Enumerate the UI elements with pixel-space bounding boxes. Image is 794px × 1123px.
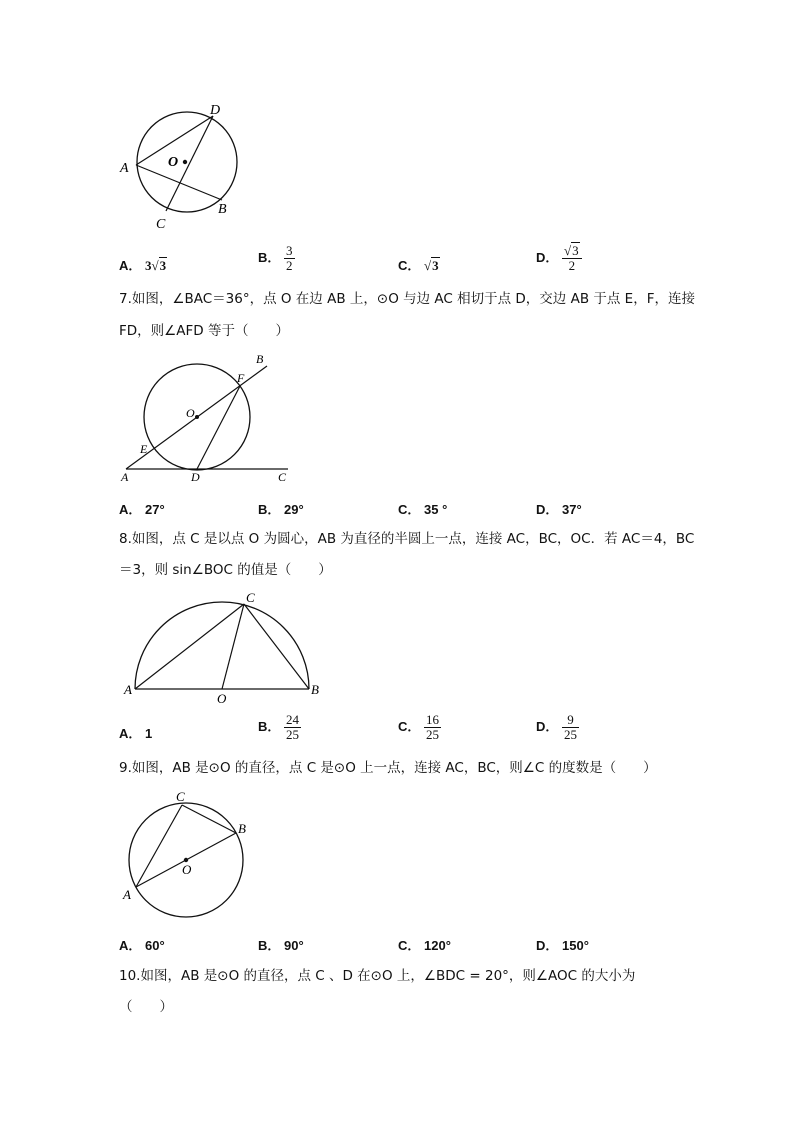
semicircle: [135, 602, 309, 689]
center-dot: [195, 415, 199, 419]
q7-text-line1: 7.如图，∠BAC＝36°，点 O 在边 AB 上，⊙O 与边 AC 相切于点 D，交边 AB 于点 E，F，连接: [119, 291, 695, 307]
label-c: C: [246, 590, 255, 605]
q9-option-d[interactable]: D． 150°: [536, 938, 589, 953]
label-e: E: [140, 442, 148, 456]
label-a: A: [120, 161, 129, 176]
option-c-value: √3: [424, 258, 439, 273]
option-c-fraction: $\frac{16}{25}$: [426, 712, 440, 742]
q7-option-a[interactable]: A． 27°: [119, 502, 165, 517]
label-o: O: [186, 406, 195, 420]
label-b: B: [256, 352, 264, 366]
q8-text-line1: 8.如图，点 C 是以点 O 为圆心，AB 为直径的半圆上一点，连接 AC，BC，OC．若 AC＝4，BC: [119, 531, 695, 547]
label-b: B: [238, 821, 246, 836]
label-f: F: [237, 371, 245, 385]
q10-text-line2: （ ）: [119, 999, 173, 1015]
label-a: A: [123, 887, 131, 902]
option-d-fraction: $\frac{√3}{2}$: [562, 244, 582, 273]
q8-option-d[interactable]: D． $\frac{9}{25}$: [536, 712, 578, 742]
q8-option-c[interactable]: C． $\frac{16}{25}$: [398, 712, 440, 742]
segment-ac: [135, 604, 244, 689]
q7-option-d[interactable]: D． 37°: [536, 502, 582, 517]
option-b-fraction: $\frac{3}{2}$: [286, 243, 293, 273]
segment-bc: [244, 604, 309, 689]
label-d: D: [191, 470, 200, 484]
label-b: B: [311, 682, 319, 697]
q9-option-a[interactable]: A． 60°: [119, 938, 165, 953]
segment-oc: [222, 604, 244, 689]
q8-text-line2: ＝3，则 sin∠BOC 的值是（ ）: [119, 562, 332, 578]
q9-option-b[interactable]: B． 90°: [258, 938, 304, 953]
q7-option-b[interactable]: B． 29°: [258, 502, 304, 517]
label-d: D: [210, 103, 221, 118]
q10-text-line1: 10.如图，AB 是⊙O 的直径，点 C 、D 在⊙O 上，∠BDC = 20°，则∠AOC 的大小为: [119, 968, 636, 984]
label-a: A: [121, 470, 129, 484]
option-b-fraction: $\frac{24}{25}$: [286, 712, 300, 742]
q9-option-c[interactable]: C． 120°: [398, 938, 451, 953]
q7-text-line2: FD，则∠AFD 等于（ ）: [119, 323, 289, 339]
figure-q7: [115, 350, 295, 485]
q6-option-d[interactable]: D． $\frac{√3}{2}$: [536, 244, 582, 273]
q6-option-c[interactable]: C． √3: [398, 258, 439, 273]
option-a-value: 3√3: [145, 258, 167, 273]
q7-option-c[interactable]: C． 35 °: [398, 502, 448, 517]
label-c: C: [156, 217, 166, 232]
label-o: O: [168, 155, 179, 170]
center-dot: [183, 160, 187, 164]
label-a: A: [124, 682, 132, 697]
figure-q9: [118, 786, 258, 921]
q6-option-a[interactable]: A． 3√3: [119, 258, 167, 273]
q8-option-a[interactable]: A． 1: [119, 726, 153, 741]
figure-q8: [118, 588, 328, 708]
figure-q6: [112, 100, 252, 235]
q6-option-b[interactable]: B． $\frac{3}{2}$: [258, 243, 293, 273]
segment-fd: [197, 386, 240, 469]
label-c: C: [278, 470, 287, 484]
segment-bc: [182, 805, 236, 833]
q9-text-line1: 9.如图，AB 是⊙O 的直径，点 C 是⊙O 上一点，连接 AC，BC，则∠C 的度数是（ ）: [119, 760, 657, 776]
label-o: O: [217, 691, 227, 706]
label-b: B: [218, 202, 227, 217]
q8-option-b[interactable]: B． $\frac{24}{25}$: [258, 712, 300, 742]
label-o: O: [182, 862, 192, 877]
option-d-fraction: $\frac{9}{25}$: [564, 712, 578, 742]
label-c: C: [176, 789, 185, 804]
